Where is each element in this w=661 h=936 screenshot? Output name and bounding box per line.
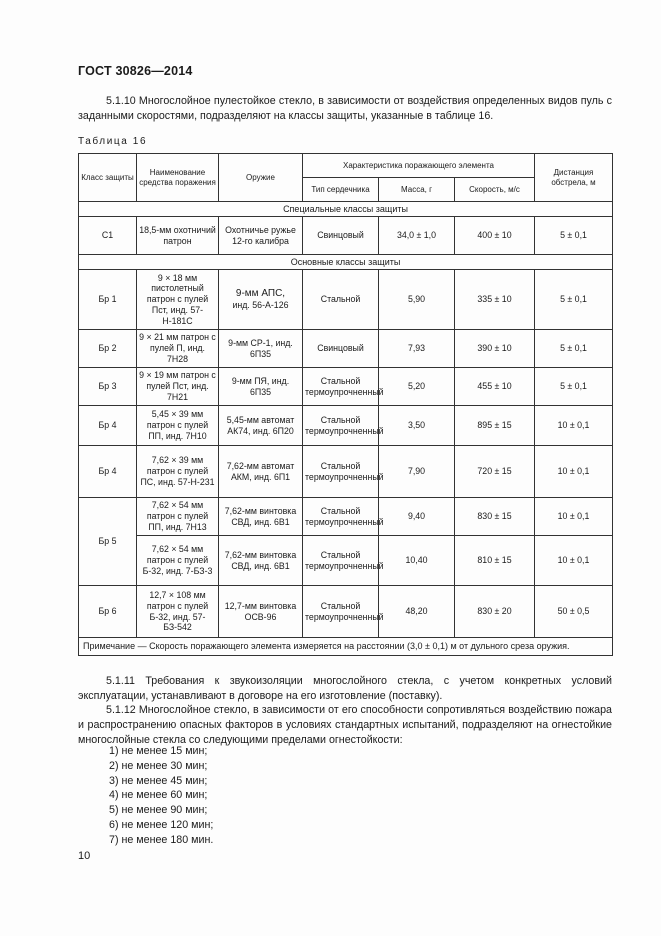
list-item: 1) не менее 15 мин; [109,745,208,757]
paragraph-5-1-10 [78,94,612,124]
table-caption: Таблица 16 [78,136,148,147]
cell-mass: 10,40 [379,536,455,586]
cell-weapon: 12,7-мм винтовка ОСВ-96 [219,586,303,638]
cell-core: Свинцовый [303,330,379,368]
cell-weapon: 7,62-мм автомат АКМ, инд. 6П1 [219,446,303,498]
paragraph-5-1-10-text: 5.1.10 Многослойное пулестойкое стекло, в зависимости от воздействия определенных видов пуль с заданными скоростями, подразделяют на классы защиты, указанные в таблице 16. [78,95,612,122]
cell-class: Бр 1 [79,270,137,330]
cell-speed: 400 ± 10 [455,217,535,255]
table-row [79,368,613,406]
cell-distance: 10 ± 0,1 [535,406,613,446]
cell-core: Стальной термоупрочненный [303,498,379,536]
header-class: Класс защиты [79,154,137,202]
cell-means: 5,45 × 39 мм патрон с пулей ПП, инд. 7Н10 [137,406,219,446]
table-row [79,330,613,368]
cell-weapon-main: 9-мм АПС, [235,288,286,300]
protection-classes-table [78,153,613,656]
header-mass: Масса, г [379,178,455,202]
cell-core: Стальной термоупрочненный [303,446,379,498]
list-item: 6) не менее 120 мин; [109,818,214,831]
cell-means: 7,62 × 54 мм патрон с пулей Б-32, инд. 7-БЗ-3 [137,536,219,586]
cell-weapon: Охотничье ружье 12-го калибра [219,217,303,255]
cell-distance: 10 ± 0,1 [535,446,613,498]
table-row [79,446,613,498]
cell-core: Стальной термоупрочненный [303,536,379,586]
table-row [79,406,613,446]
table-row [79,270,613,330]
header-core: Тип сердечника [303,178,379,202]
cell-speed: 720 ± 15 [455,446,535,498]
cell-mass: 3,50 [379,406,455,446]
cell-mass: 5,20 [379,368,455,406]
cell-distance: 5 ± 0,1 [535,270,613,330]
cell-core: Стальной термоупрочненный [303,406,379,446]
cell-speed: 455 ± 10 [455,368,535,406]
cell-class: Бр 5 [79,498,137,586]
cell-speed: 390 ± 10 [455,330,535,368]
cell-distance: 5 ± 0,1 [535,217,613,255]
fire-resistance-list [109,744,213,848]
cell-means: 12,7 × 108 мм патрон с пулей Б-32, инд. 57-БЗ-542 [137,586,219,638]
header-means: Наименование средства поражения [137,154,219,202]
cell-weapon-sub: инд. 56-А-126 [232,300,289,311]
cell-mass: 48,20 [379,586,455,638]
cell-mass: 34,0 ± 1,0 [379,217,455,255]
cell-core: Стальной термоупрочненный [303,368,379,406]
cell-speed: 830 ± 20 [455,586,535,638]
cell-means: 7,62 × 54 мм патрон с пулей ПП, инд. 7Н13 [137,498,219,536]
cell-distance: 5 ± 0,1 [535,368,613,406]
cell-means: 7,62 × 39 мм патрон с пулей ПС, инд. 57-Н-231 [137,446,219,498]
cell-weapon: 9-мм ПЯ, инд. 6П35 [219,368,303,406]
list-item: 7) не менее 180 мин. [109,833,214,846]
header-characteristic: Характеристика поражающего элемента [303,154,535,178]
paragraph-5-1-12 [78,703,612,748]
cell-class: Бр 3 [79,368,137,406]
list-item: 4) не менее 60 мин; [109,789,208,802]
page-number: 10 [78,850,91,862]
table-row [79,536,613,586]
cell-core: Стальной термоупрочненный [303,586,379,638]
document-header: ГОСТ 30826—2014 [78,64,193,78]
cell-means: 9 × 18 мм пистолетный патрон с пулей Пст, инд. 57-Н-181С [137,270,219,330]
cell-distance: 10 ± 0,1 [535,498,613,536]
paragraph-5-1-11-text: 5.1.11 Требования к звукоизоляции многослойного стекла, с учетом конкретных условий эксплуатации, устанавливают в договоре на его изготовление (поставку). [78,675,612,702]
cell-class: Бр 4 [79,446,137,498]
cell-speed: 335 ± 10 [455,270,535,330]
cell-class: Бр 2 [79,330,137,368]
table-row [79,586,613,638]
header-speed: Скорость, м/с [455,178,535,202]
section-special: Специальные классы защиты [79,202,613,217]
cell-weapon: 7,62-мм винтовка СВД, инд. 6В1 [219,498,303,536]
cell-mass: 7,93 [379,330,455,368]
cell-core: Стальной [303,270,379,330]
cell-mass: 7,90 [379,446,455,498]
paragraph-5-1-12-text: 5.1.12 Многослойное стекло, в зависимости от его способности сопротивляться воздействию пожара и распространению опасных факторов в условиях стандартных испытаний, подразделяют на огнестойкие многослойные стекла со следующими пределами огнестойкости: [78,704,612,746]
table-row [79,498,613,536]
cell-weapon: 7,62-мм винтовка СВД, инд. 6В1 [219,536,303,586]
section-main: Основные классы защиты [79,255,613,270]
cell-distance: 5 ± 0,1 [535,330,613,368]
cell-means: 18,5-мм охотничий патрон [137,217,219,255]
cell-class: Бр 6 [79,586,137,638]
cell-class: С1 [79,217,137,255]
list-item: 2) не менее 30 мин; [109,759,208,772]
cell-weapon: 9-мм СР-1, инд. 6П35 [219,330,303,368]
header-distance: Дистанция обстрела, м [535,154,613,202]
cell-speed: 830 ± 15 [455,498,535,536]
cell-mass: 5,90 [379,270,455,330]
table-row [79,217,613,255]
cell-speed: 895 ± 15 [455,406,535,446]
paragraph-5-1-11 [78,674,612,704]
table-note: Примечание — Скорость поражающего элемента измеряется на расстоянии (3,0 ± 0,1) м от дульного среза оружия. [79,638,613,656]
list-item: 5) не менее 90 мин; [109,804,208,817]
cell-distance: 50 ± 0,5 [535,586,613,638]
header-weapon: Оружие [219,154,303,202]
cell-means: 9 × 19 мм патрон с пулей Пст, инд. 7Н21 [137,368,219,406]
cell-distance: 10 ± 0,1 [535,536,613,586]
cell-means: 9 × 21 мм патрон с пулей П, инд. 7Н28 [137,330,219,368]
cell-core: Свинцовый [303,217,379,255]
cell-weapon [219,270,303,330]
list-item: 3) не менее 45 мин; [109,774,208,787]
cell-speed: 810 ± 15 [455,536,535,586]
cell-class: Бр 4 [79,406,137,446]
cell-weapon: 5,45-мм автомат АК74, инд. 6П20 [219,406,303,446]
cell-mass: 9,40 [379,498,455,536]
